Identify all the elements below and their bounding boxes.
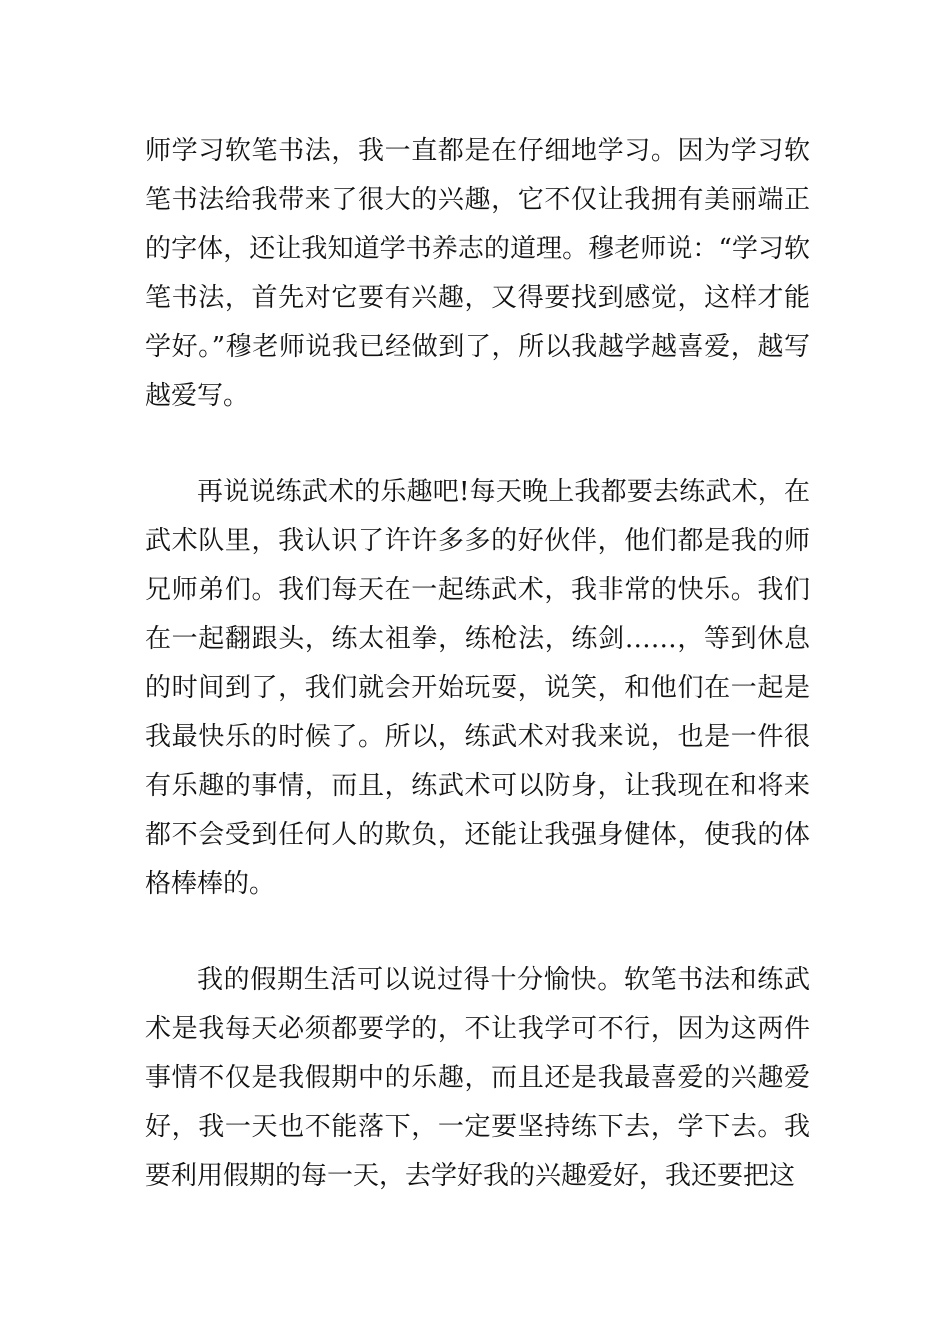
paragraph-martial-arts: 再说说练武术的乐趣吧!每天晚上我都要去练武术，在武术队里，我认识了许许多多的好伙伴，他们都是我的师兄师弟们。我们每天在一起练武术，我非常的快乐。我们在一起翻跟头，练太祖拳，练枪法，练剑……，等到休息的时间到了，我们就会开始玩耍，说笑，和他们在一起是我最快乐的时候了。所以，练武术对我来说，也是一件很有乐趣的事情，而且，练武术可以防身，让我现在和将来都不会受到任何人的欺负，还能让我强身健体，使我的体格棒棒的。 — [145, 477, 810, 899]
paragraph-calligraphy: 师学习软笔书法，我一直都是在仔细地学习。因为学习软笔书法给我带来了很大的兴趣，它不仅让我拥有美丽端正的字体，还让我知道学书养志的道理。穆老师说：“学习软笔书法，首先对它要有兴趣，又得要找到感觉，这样才能学好。”穆老师说我已经做到了，所以我越学越喜爱，越写越爱写。 — [145, 136, 810, 411]
document-body — [145, 127, 810, 1201]
paragraph-holiday-life: 我的假期生活可以说过得十分愉快。软笔书法和练武术是我每天必须都要学的，不让我学可不行，因为这两件事情不仅是我假期中的乐趣，而且还是我最喜爱的兴趣爱好，我一天也不能落下，一定要坚持练下去，学下去。我要利用假期的每一天，去学好我的兴趣爱好，我还要把这 — [145, 965, 810, 1191]
